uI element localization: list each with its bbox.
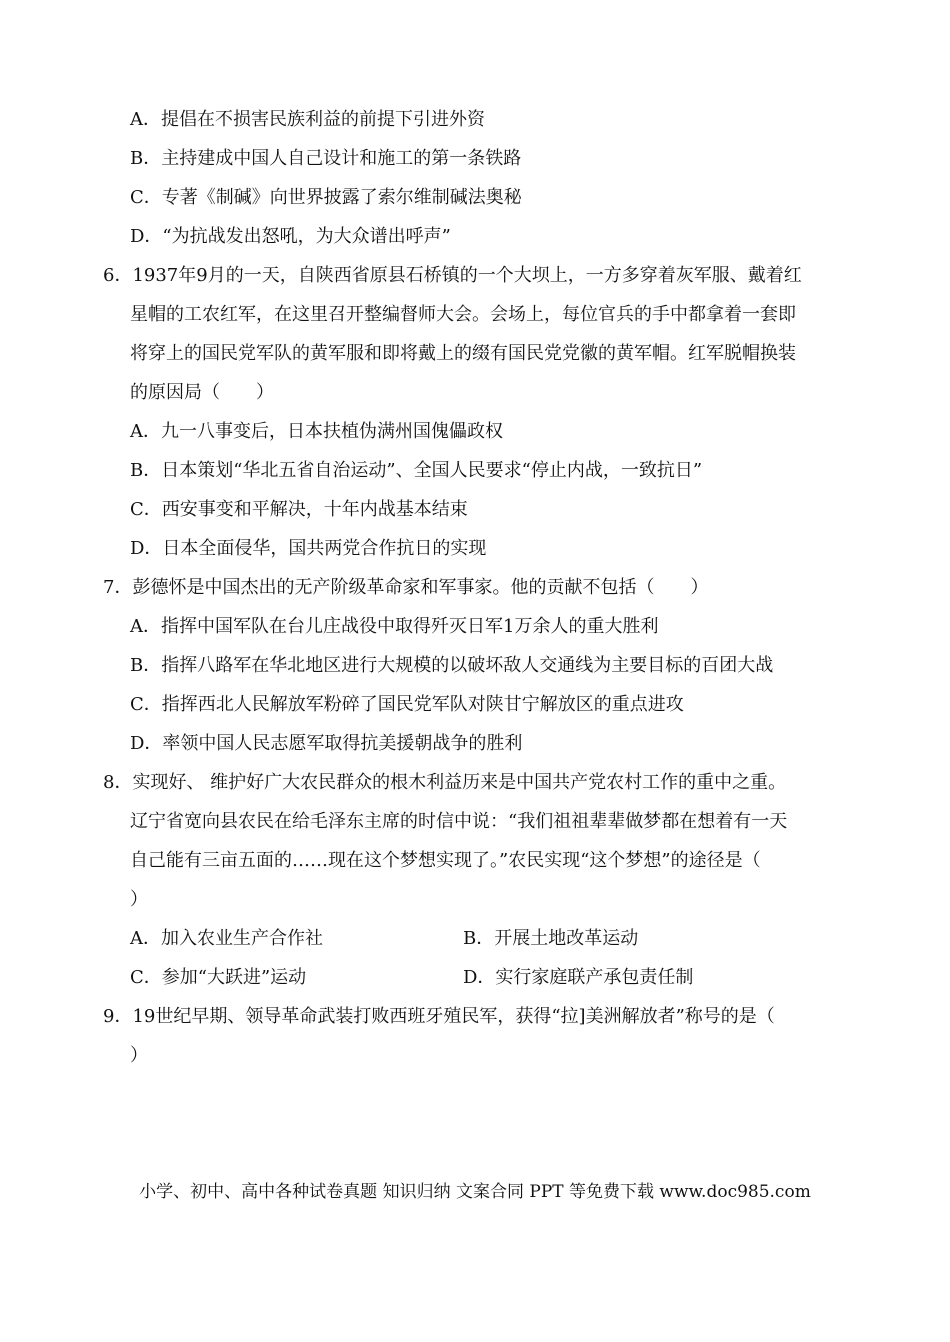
q7-option-d: D．率领中国人民志愿军取得抗美援朝战争的胜利	[130, 733, 523, 754]
q9-stem-line-2: ）	[130, 1045, 148, 1066]
q8-stem-line-1: 8．实现好、 维护好广大农民群众的根木利益历来是中国共产党农村工作的重中之重。	[103, 772, 787, 793]
q8-option-a: A．加入农业生产合作社	[130, 928, 323, 949]
q5-option-a: A．提倡在不损害民族利益的前提下引进外资	[130, 109, 485, 130]
q8-option-b: B．开展土地改革运动	[463, 928, 639, 949]
q9-stem-line-1: 9．19世纪早期、领导革命武装打败西班牙殖民军，获得“拉]美洲解放者”称号的是（	[103, 1006, 775, 1027]
q6-stem-line-4: 的原因局（ ）	[130, 382, 274, 403]
q8-option-d: D．实行家庭联产承包责任制	[463, 967, 694, 988]
q7-option-c: C．指挥西北人民解放军粉碎了国民党军队对陕甘宁解放区的重点进攻	[130, 694, 684, 715]
q5-option-c: C．专著《制碱》向世界披露了索尔维制碱法奥秘	[130, 187, 522, 208]
q8-stem-line-2: 辽宁省宽向县农民在给毛泽东主席的时信中说：“我们祖祖辈辈做梦都在想着有一天	[130, 811, 788, 832]
q6-stem-line-3: 将穿上的国民党军队的黄军服和即将戴上的缀有国民党党徽的黄军帽。红军脱帽换装	[130, 343, 796, 364]
q7-option-b: B．指挥八路军在华北地区进行大规模的以破坏敌人交通线为主要目标的百团大战	[130, 655, 774, 676]
q7-stem-line-1: 7．彭德怀是中国杰出的无产阶级革命家和军事家。他的贡献不包括（ ）	[103, 577, 709, 598]
q8-option-c: C．参加“大跃进”运动	[130, 967, 307, 988]
q6-option-d: D．日本全面侵华，国共两党合作抗日的实现	[130, 538, 487, 559]
q7-option-a: A．指挥中国军队在台儿庄战役中取得歼灭日军1万余人的重大胜利	[130, 616, 659, 637]
q8-stem-line-4: ）	[130, 889, 148, 910]
q5-option-b: B．主持建成中国人自己设计和施工的第一条铁路	[130, 148, 522, 169]
q6-option-a: A．九一八事变后，日本扶植伪满州国傀儡政权	[130, 421, 503, 442]
q6-stem-line-2: 星帽的工农红军，在这里召开整编督师大会。会场上，每位官兵的手中都拿着一套即	[130, 304, 796, 325]
q6-option-c: C．西安事变和平解决，十年内战基本结束	[130, 499, 468, 520]
q8-stem-line-3: 自己能有三亩五面的……现在这个梦想实现了。”农民实现“这个梦想”的途径是（	[130, 850, 761, 871]
q6-stem-line-1: 6．1937年9月的一天，自陕西省原县石桥镇的一个大坝上，一方多穿着灰军服、戴着红	[103, 265, 802, 286]
page-footer: 小学、初中、高中各种试卷真题 知识归纳 文案合同 PPT 等免费下载 www.doc985.com	[139, 1182, 811, 1202]
q5-option-d: D．“为抗战发出怒吼，为大众谱出呼声”	[130, 226, 451, 247]
q6-option-b: B．日本策划“华北五省自治运动”、全国人民要求“停止内战，一致抗日”	[130, 460, 703, 481]
